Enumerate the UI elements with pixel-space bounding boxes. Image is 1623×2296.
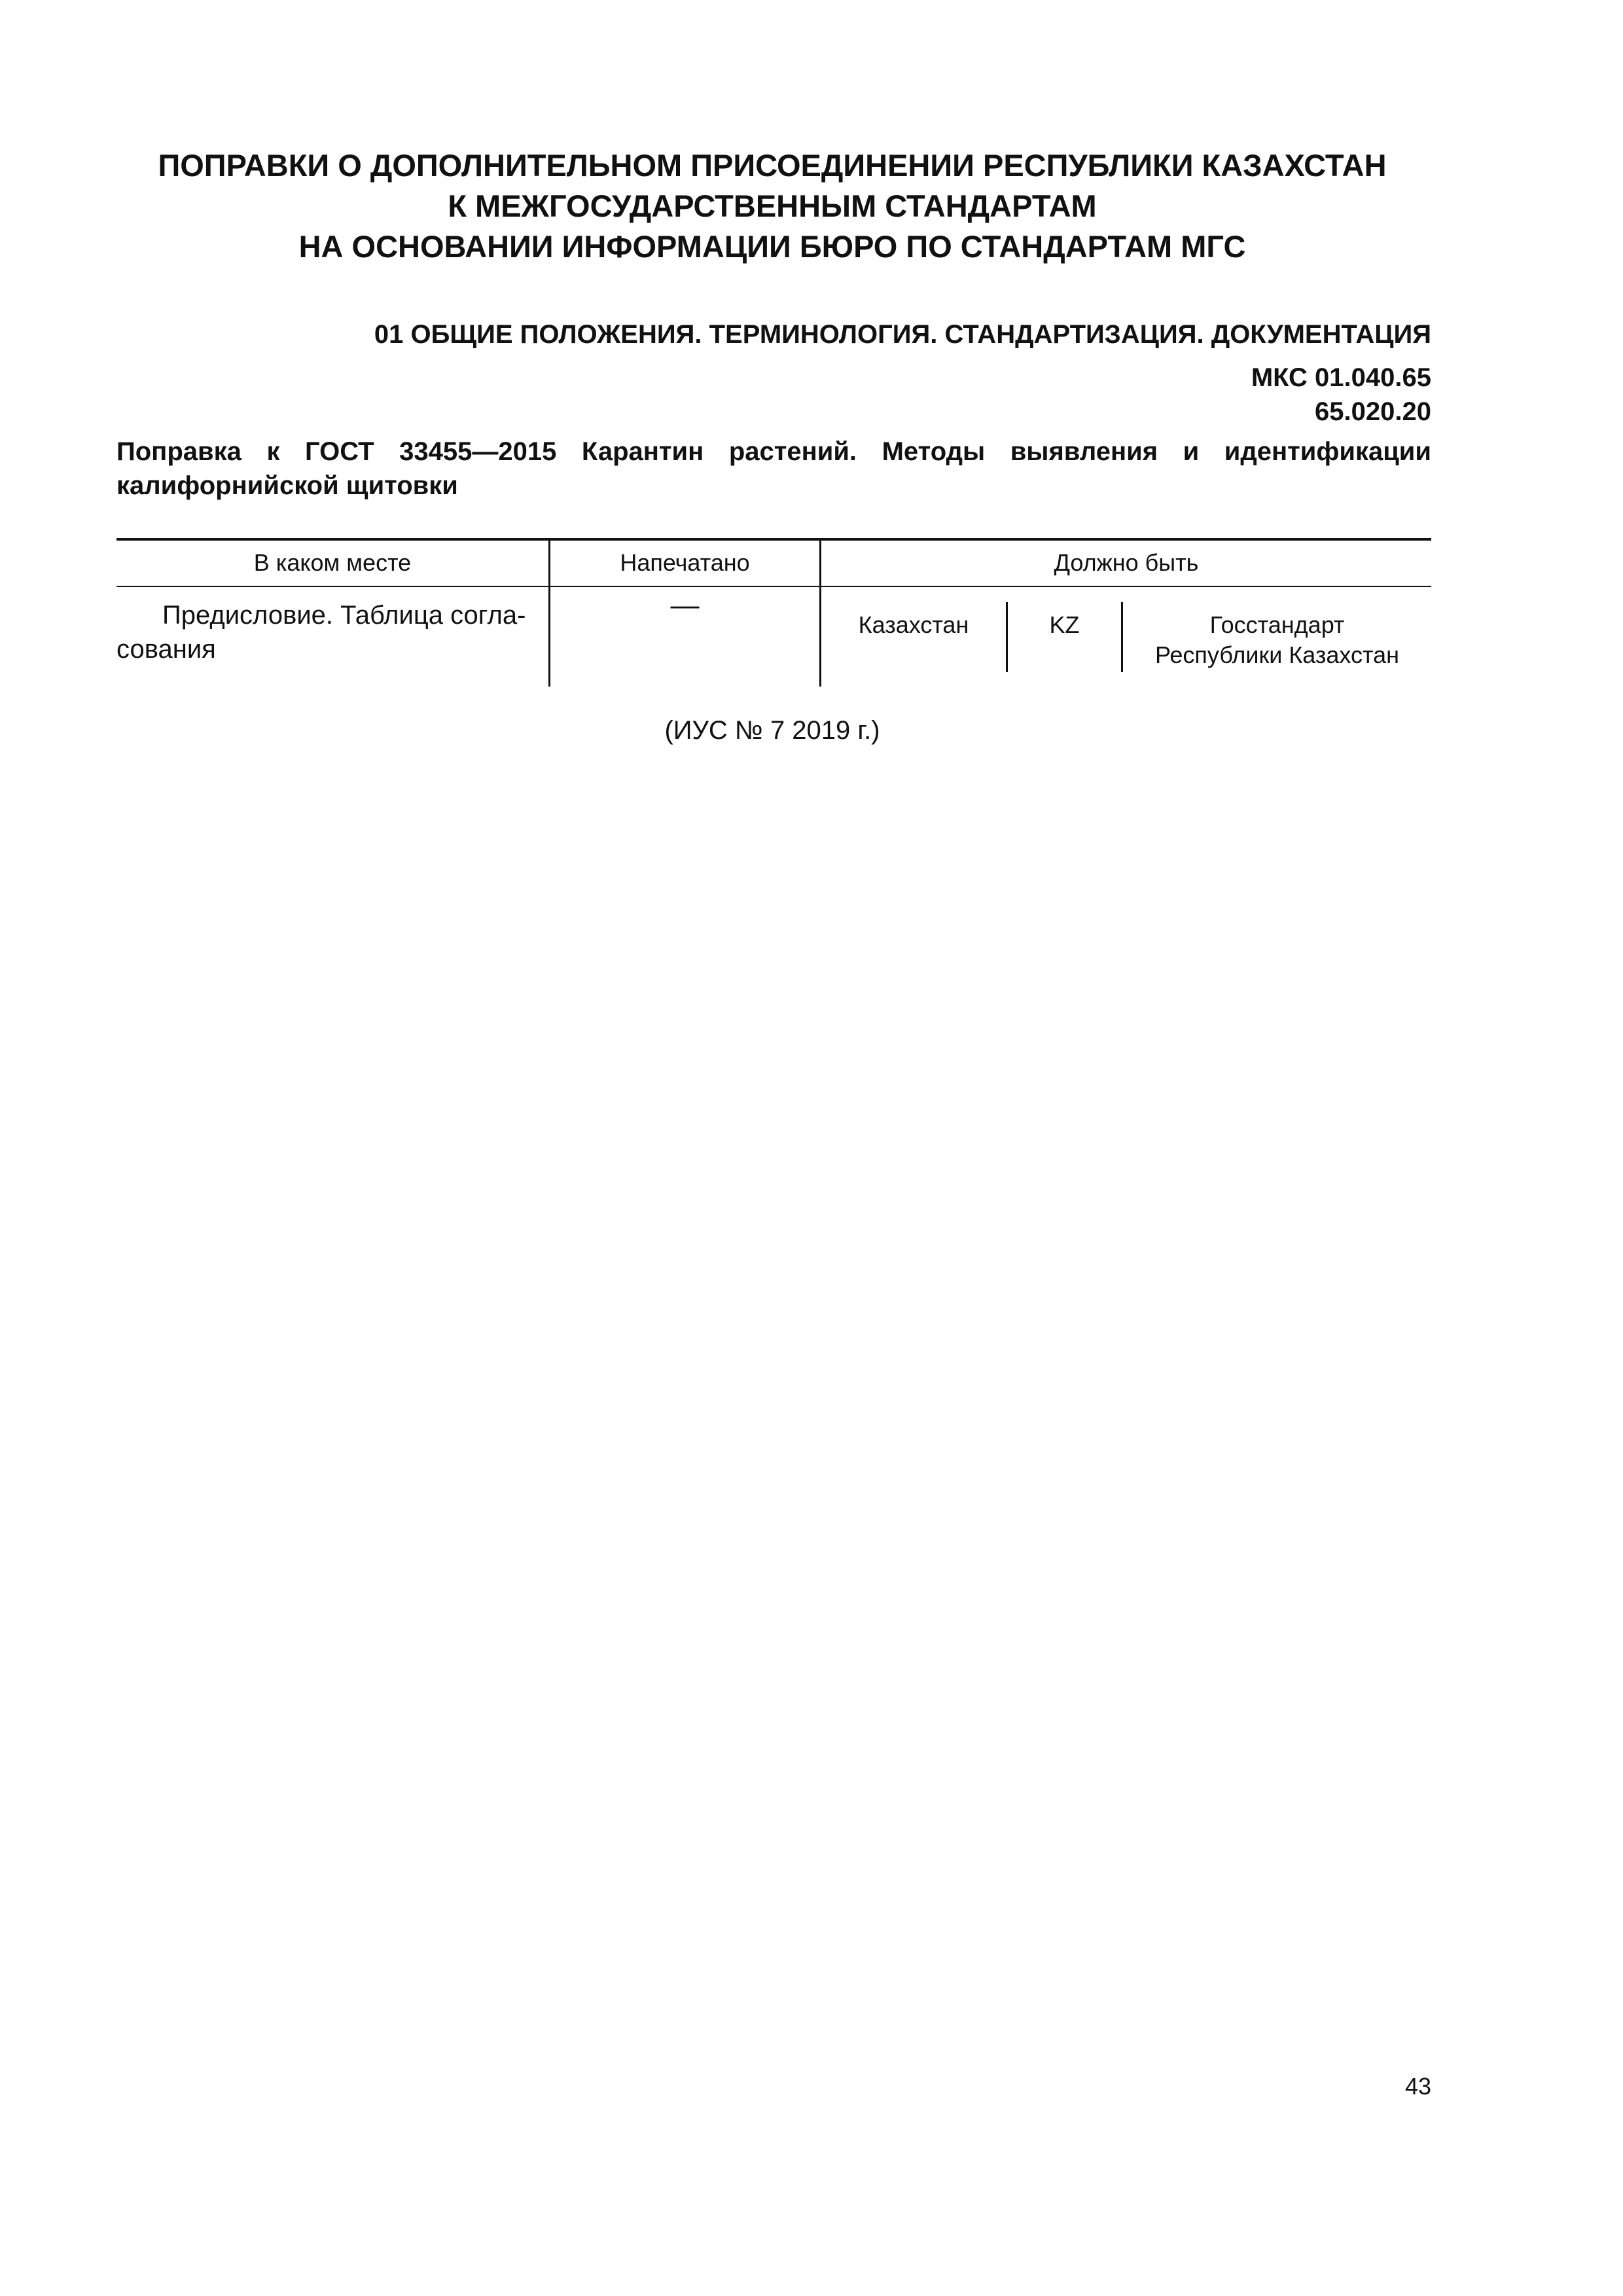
title-line-3: НА ОСНОВАНИИ ИНФОРМАЦИИ БЮРО ПО СТАНДАРТАМ МГС <box>298 229 1246 264</box>
document-title <box>105 145 1440 267</box>
mks-code-2: 65.020.20 <box>1315 397 1431 426</box>
title-line-2: К МЕЖГОСУДАРСТВЕННЫМ СТАНДАРТАМ <box>448 188 1097 223</box>
cell-country: Казахстан <box>858 611 969 638</box>
mks-codes <box>1251 361 1431 429</box>
source-reference: (ИУС № 7 2019 г.) <box>664 716 880 745</box>
mks-code-1: МКС 01.040.65 <box>1251 363 1431 392</box>
amendment-title <box>116 435 1431 503</box>
corrections-table <box>116 538 1431 687</box>
header-location: В каком месте <box>253 549 412 576</box>
cell-location-line-1: Предисловие. Таблица согла- <box>162 601 526 630</box>
table-header-rule <box>116 586 1431 587</box>
cell-country-code: KZ <box>1049 611 1080 638</box>
amendment-title-line-1: Поправка к ГОСТ 33455—2015 Карантин растений. Методы выявления и идентификации <box>116 437 1431 466</box>
cell-authority <box>1123 610 1431 670</box>
section-heading: 01 ОБЩИЕ ПОЛОЖЕНИЯ. ТЕРМИНОЛОГИЯ. СТАНДАРТИЗАЦИЯ. ДОКУМЕНТАЦИЯ <box>374 320 1431 349</box>
amendment-title-line-2: калифорнийской щитовки <box>116 471 458 500</box>
header-should-be: Должно быть <box>1054 549 1199 576</box>
page-number: 43 <box>1404 2073 1431 2100</box>
table-top-rule <box>116 538 1431 541</box>
cell-authority-line-2: Республики Казахстан <box>1154 641 1400 668</box>
cell-authority-line-1: Госстандарт <box>1209 611 1345 638</box>
cell-location-line-2: сования <box>116 635 216 664</box>
cell-location <box>116 598 542 666</box>
cell-printed: — <box>670 589 700 621</box>
title-line-1: ПОПРАВКИ О ДОПОЛНИТЕЛЬНОМ ПРИСОЕДИНЕНИИ РЕСПУБЛИКИ КАЗАХСТАН <box>158 148 1387 183</box>
header-printed: Напечатано <box>620 549 750 576</box>
